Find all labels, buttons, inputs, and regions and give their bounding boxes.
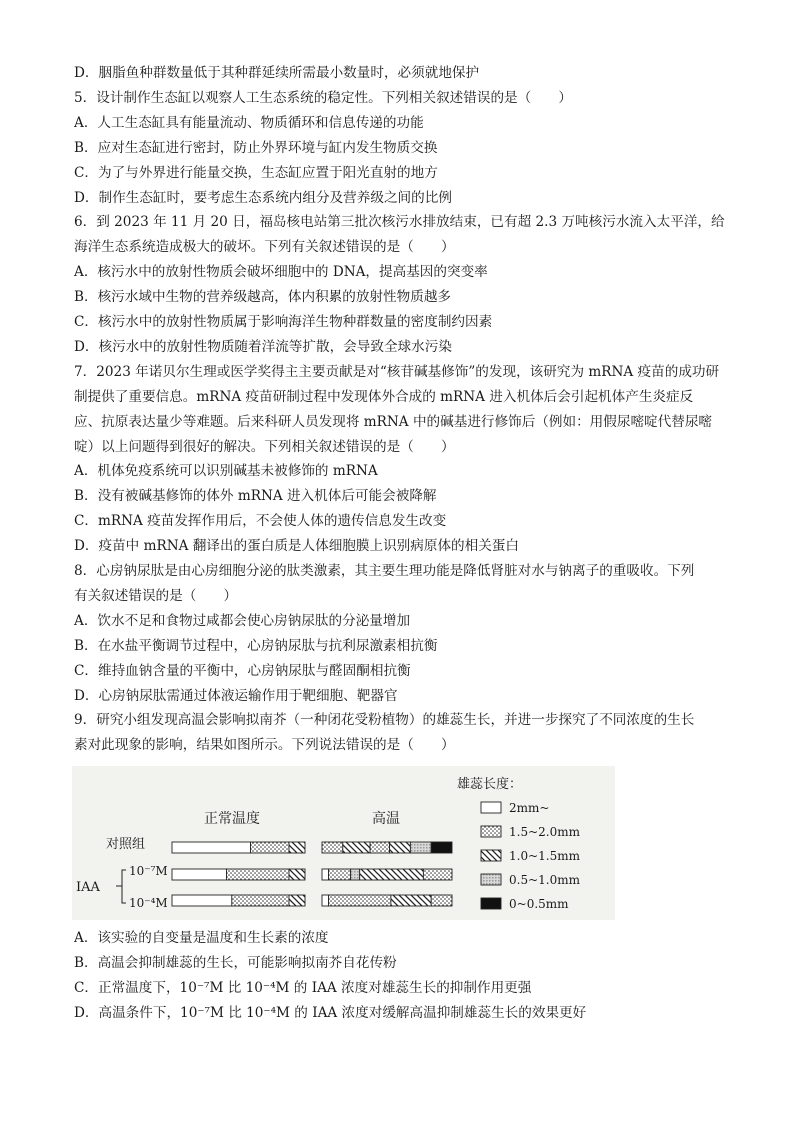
text-line: B．核污水域中生物的营养级越高，体内积累的放射性物质越多 bbox=[74, 289, 452, 306]
text-line: 海洋生态系统造成极大的破坏。下列有关叙述错误的是（ ） bbox=[74, 239, 455, 256]
bars-high-temperature bbox=[322, 842, 452, 906]
legend-swatch-dots bbox=[481, 826, 501, 837]
bar-segment-white bbox=[172, 895, 232, 906]
text-line: D．高温条件下，10⁻⁷M 比 10⁻⁴M 的 IAA 浓度对缓解高温抑制雄蕊生长的效果更好 bbox=[74, 1004, 587, 1021]
bar-segment-white bbox=[172, 869, 227, 880]
legend-swatch-hatch bbox=[481, 850, 501, 861]
stamen-length-figure bbox=[72, 766, 615, 920]
text-line: A．该实验的自变量是温度和生长素的浓度 bbox=[74, 930, 329, 946]
text-line: 6．到 2023 年 11 月 20 日，福岛核电站第三批次核污水排放结束，已有超 2.3 万吨核污水流入太平洋，给 bbox=[74, 214, 725, 231]
bar-segment-white bbox=[172, 842, 251, 853]
legend-label: 1.5~2.0mm bbox=[509, 825, 580, 839]
bar-segment-dots bbox=[370, 842, 390, 853]
bar-segment-dots bbox=[329, 895, 391, 906]
iaa-brace bbox=[116, 870, 126, 903]
bar-segment-hatch bbox=[289, 869, 305, 880]
bar-segment-dots bbox=[251, 842, 290, 853]
text-line: 制提供了重要信息。mRNA 疫苗研制过程中发现体外合成的 mRNA 进入机体后会引起机体产生炎症反 bbox=[74, 388, 694, 405]
text-line: C．mRNA 疫苗发挥作用后，不会使人体的遗传信息发生改变 bbox=[74, 513, 447, 530]
bar-segment-dots bbox=[232, 895, 289, 906]
legend-label: 0.5~1.0mm bbox=[509, 873, 580, 887]
text-line: 5．设计制作生态缸以观察人工生态系统的稳定性。下列相关叙述错误的是（ ） bbox=[74, 89, 573, 106]
bar-segment-dots bbox=[431, 895, 452, 906]
text-line: 啶）以上问题得到很好的解决。下列相关叙述错误的是（ ） bbox=[74, 438, 455, 455]
legend-label: 1.0~1.5mm bbox=[509, 849, 580, 863]
text-line: 7．2023 年诺贝尔生理或医学奖得主主要贡献是对“核苷碱基修饰”的发现，该研究为 mRNA 疫苗的成功研 bbox=[74, 363, 720, 380]
text-line: A．人工生态缸具有能量流动、物质循环和信息传递的功能 bbox=[74, 114, 424, 131]
bar-segment-hatch bbox=[360, 869, 424, 880]
text-line: D．核污水中的放射性物质随着洋流等扩散，会导致全球水污染 bbox=[74, 338, 452, 355]
text-line: D．疫苗中 mRNA 翻译出的蛋白质是人体细胞膜上识别病原体的相关蛋白 bbox=[74, 538, 520, 555]
row-label-control: 对照组 bbox=[106, 837, 146, 852]
header-high-temp: 高温 bbox=[372, 811, 400, 827]
bar-segment-black bbox=[431, 842, 452, 853]
bar-segment-hatch bbox=[289, 842, 305, 853]
text-line: 应、抗原表达量少等难题。后来科研人员发现将 mRNA 中的碱基进行修饰后（例如：用假尿嘧啶代替尿嘧 bbox=[74, 413, 713, 430]
text-line: B．应对生态缸进行密封，防止外界环境与缸内发生物质交换 bbox=[74, 139, 438, 156]
bar-segment-dots bbox=[227, 869, 290, 880]
header-normal-temp: 正常温度 bbox=[204, 811, 260, 827]
legend-swatch-black bbox=[481, 898, 501, 909]
text-line: A．核污水中的放射性物质会破坏细胞中的 DNA，提高基因的突变率 bbox=[74, 264, 488, 281]
text-line: 9．研究小组发现高温会影响拟南芥（一种闭花受粉植物）的雄蕊生长，并进一步探究了不同浓度的生长 bbox=[74, 712, 695, 729]
text-line: B．高温会抑制雄蕊的生长，可能影响拟南芥自花传粉 bbox=[74, 954, 397, 971]
bar-segment-grid bbox=[410, 842, 431, 853]
row-label-iaa-1e-7: 10⁻⁷M bbox=[129, 864, 168, 878]
bar-segment-dots bbox=[322, 842, 343, 853]
text-line: 有关叙述错误的是（ ） bbox=[74, 587, 238, 604]
bar-segment-grid bbox=[351, 869, 360, 880]
bar-segment-white bbox=[322, 869, 329, 880]
legend-label: 2mm~ bbox=[509, 801, 550, 815]
legend-label: 0~0.5mm bbox=[509, 897, 569, 911]
text-line: 素对此现象的影响，结果如图所示。下列说法错误的是（ ） bbox=[74, 737, 455, 754]
text-line: C．正常温度下，10⁻⁷M 比 10⁻⁴M 的 IAA 浓度对雄蕊生长的抑制作用更强 bbox=[74, 979, 532, 996]
legend-title: 雄蕊长度： bbox=[457, 777, 523, 792]
text-line: A．饮水不足和食物过咸都会使心房钠尿肽的分泌量增加 bbox=[74, 612, 411, 629]
legend-swatch-white bbox=[481, 802, 501, 813]
bar-segment-white bbox=[322, 895, 329, 906]
bar-segment-dots bbox=[329, 869, 351, 880]
text-line: A．机体免疫系统可以识别碱基未被修饰的 mRNA bbox=[74, 463, 378, 480]
text-line: D．制作生态缸时，要考虑生态系统内组分及营养级之间的比例 bbox=[74, 189, 452, 206]
text-line: C．核污水中的放射性物质属于影响海洋生物种群数量的密度制约因素 bbox=[74, 314, 493, 330]
bar-segment-hatch bbox=[343, 842, 370, 853]
bar-segment-hatch bbox=[391, 895, 431, 906]
text-line: 8．心房钠尿肽是由心房细胞分泌的肽类激素，其主要生理功能是降低肾脏对水与钠离子的重吸收。下列 bbox=[74, 563, 695, 579]
text-line: C．维持血钠含量的平衡中，心房钠尿肽与醛固酮相抗衡 bbox=[74, 662, 411, 679]
row-label-iaa-1e-4: 10⁻⁴M bbox=[129, 896, 168, 910]
iaa-label: IAA bbox=[76, 880, 100, 895]
text-line: B．在水盐平衡调节过程中，心房钠尿肽与抗利尿激素相抗衡 bbox=[74, 637, 438, 654]
bar-segment-hatch bbox=[289, 895, 305, 906]
bar-segment-hatch bbox=[390, 842, 411, 853]
legend-swatch-grid bbox=[481, 874, 501, 885]
text-line: D．胭脂鱼种群数量低于其种群延续所需最小数量时，必须就地保护 bbox=[74, 65, 480, 81]
text-line: D．心房钠尿肽需通过体液运输作用于靶细胞、靶器官 bbox=[74, 687, 398, 704]
legend bbox=[481, 801, 581, 911]
text-line: B．没有被碱基修饰的体外 mRNA 进入机体后可能会被降解 bbox=[74, 488, 437, 505]
bars-normal-temperature bbox=[172, 842, 305, 906]
text-line: C．为了与外界进行能量交换，生态缸应置于阳光直射的地方 bbox=[74, 164, 438, 181]
bar-segment-dots bbox=[423, 869, 452, 880]
